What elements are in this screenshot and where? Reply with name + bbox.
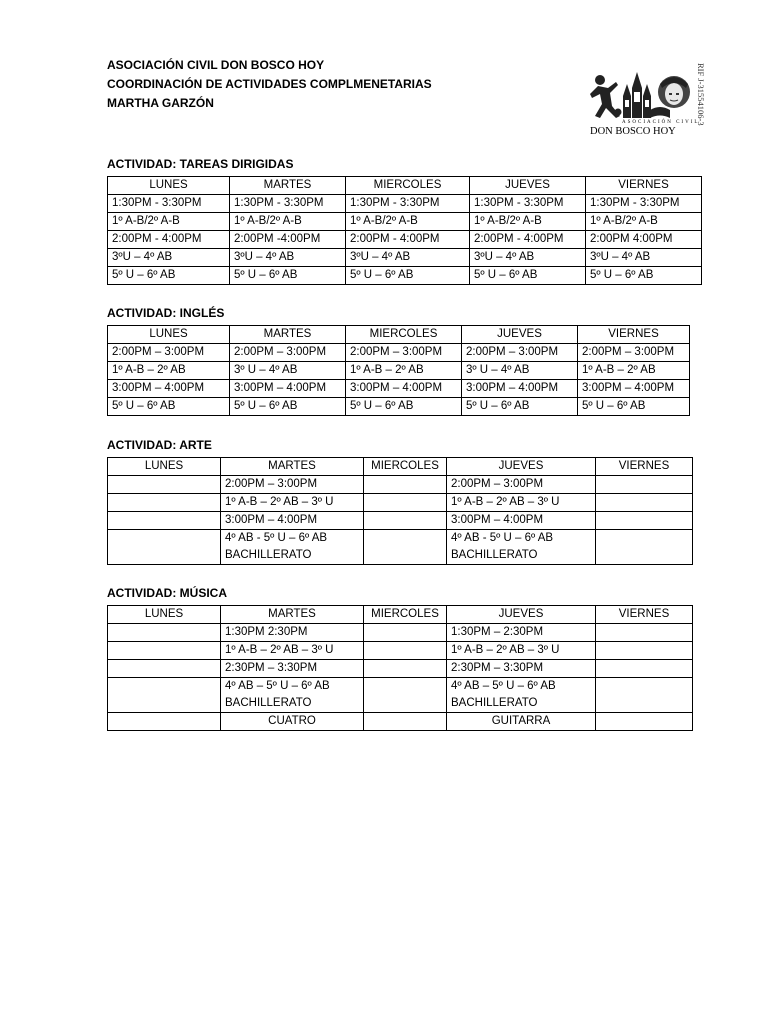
document-header	[107, 56, 432, 113]
group-line: 4º AB - 5º U – 6º AB	[225, 532, 328, 544]
group-line: 4º AB – 5º U – 6º AB	[225, 680, 330, 692]
table-row	[108, 476, 693, 494]
table-cell: 3ºU – 4º AB	[108, 249, 230, 267]
table-row	[108, 213, 702, 231]
logo-name-text: DON BOSCO HOY	[590, 126, 676, 137]
table-cell: 3º U – 4º AB	[462, 362, 578, 380]
table-cell: 1º A-B – 2º AB – 3º U	[447, 494, 596, 512]
table-cell: 3º U – 4º AB	[230, 362, 346, 380]
empty-cell	[596, 678, 693, 713]
activity-title-arte: ACTIVIDAD: ARTE	[107, 438, 212, 452]
day-header: LUNES	[108, 177, 230, 195]
day-header: JUEVES	[462, 326, 578, 344]
table-cell: 2:30PM – 3:30PM	[221, 660, 364, 678]
empty-cell	[364, 642, 447, 660]
table-cell: 1º A-B/2º A-B	[470, 213, 586, 231]
instrument-cell: CUATRO	[221, 713, 364, 731]
table-cell: 1:30PM - 3:30PM	[108, 195, 230, 213]
table-cell: 1º A-B – 2º AB	[578, 362, 690, 380]
table-cell: 2:00PM - 4:00PM	[346, 231, 470, 249]
empty-cell	[596, 476, 693, 494]
header-coordinator: MARTHA GARZÓN	[107, 96, 214, 110]
empty-cell	[364, 494, 447, 512]
table-row	[108, 494, 693, 512]
empty-cell	[108, 660, 221, 678]
logo-rif-text: RIF J-31554106-3	[696, 63, 706, 126]
table-cell: 5º U – 6º AB	[470, 267, 586, 285]
day-header: MARTES	[221, 458, 364, 476]
day-header: MIERCOLES	[364, 606, 447, 624]
table-cell	[447, 530, 596, 565]
empty-cell	[596, 713, 693, 731]
table-cell: 3:00PM – 4:00PM	[447, 512, 596, 530]
activity-title-musica: ACTIVIDAD: MÚSICA	[107, 586, 227, 600]
table-header-row	[108, 177, 702, 195]
table-row	[108, 249, 702, 267]
table-cell	[221, 530, 364, 565]
day-header: LUNES	[108, 458, 221, 476]
table-cell: 3:00PM – 4:00PM	[108, 380, 230, 398]
table-cell: 5º U – 6º AB	[230, 267, 346, 285]
empty-cell	[108, 678, 221, 713]
table-cell: 1:30PM 2:30PM	[221, 624, 364, 642]
logo-association-text: ASOCIACIÓN CIVIL	[622, 120, 700, 125]
table-row	[108, 380, 690, 398]
empty-cell	[596, 512, 693, 530]
table-row	[108, 530, 693, 565]
table-cell: 3:00PM – 4:00PM	[346, 380, 462, 398]
instrument-cell: GUITARRA	[447, 713, 596, 731]
day-header: VIERNES	[596, 458, 693, 476]
table-cell: 2:00PM - 4:00PM	[470, 231, 586, 249]
empty-cell	[364, 678, 447, 713]
table-cell: 1:30PM - 3:30PM	[470, 195, 586, 213]
table-cell: 5º U – 6º AB	[586, 267, 702, 285]
header-organization: ASOCIACIÓN CIVIL DON BOSCO HOY	[107, 58, 325, 72]
table-cell: 1º A-B/2º A-B	[108, 213, 230, 231]
table-header-row	[108, 606, 693, 624]
empty-cell	[364, 512, 447, 530]
table-cell: 1º A-B – 2º AB – 3º U	[221, 494, 364, 512]
table-header-row	[108, 458, 693, 476]
empty-cell	[364, 476, 447, 494]
table-cell: 2:30PM – 3:30PM	[447, 660, 596, 678]
table-cell: 2:00PM -4:00PM	[230, 231, 346, 249]
empty-cell	[108, 713, 221, 731]
table-cell: 3ºU – 4º AB	[230, 249, 346, 267]
group-line: BACHILLERATO	[451, 549, 538, 561]
empty-cell	[596, 642, 693, 660]
empty-cell	[108, 530, 221, 565]
table-row	[108, 398, 690, 416]
empty-cell	[596, 494, 693, 512]
table-row	[108, 512, 693, 530]
schedule-table-ingles	[107, 325, 690, 416]
table-cell: 2:00PM – 3:00PM	[221, 476, 364, 494]
table-row	[108, 660, 693, 678]
empty-cell	[596, 530, 693, 565]
day-header: JUEVES	[447, 606, 596, 624]
table-cell: 5º U – 6º AB	[346, 267, 470, 285]
table-row	[108, 642, 693, 660]
schedule-table-musica	[107, 605, 693, 731]
table-cell: 1:30PM – 2:30PM	[447, 624, 596, 642]
empty-cell	[364, 713, 447, 731]
table-cell: 1º A-B – 2º AB – 3º U	[221, 642, 364, 660]
table-header-row	[108, 326, 690, 344]
day-header: MARTES	[230, 177, 346, 195]
empty-cell	[596, 660, 693, 678]
table-row	[108, 267, 702, 285]
table-cell: 3:00PM – 4:00PM	[578, 380, 690, 398]
day-header: MIERCOLES	[364, 458, 447, 476]
table-row	[108, 713, 693, 731]
table-cell: 1:30PM - 3:30PM	[230, 195, 346, 213]
table-row	[108, 195, 702, 213]
table-cell: 5º U – 6º AB	[108, 398, 230, 416]
table-cell: 3:00PM – 4:00PM	[230, 380, 346, 398]
table-cell: 1º A-B/2º A-B	[346, 213, 470, 231]
day-header: LUNES	[108, 606, 221, 624]
table-cell: 1º A-B – 2º AB	[346, 362, 462, 380]
table-row	[108, 231, 702, 249]
table-cell: 3:00PM – 4:00PM	[221, 512, 364, 530]
header-coordination: COORDINACIÓN DE ACTIVIDADES COMPLMENETARIAS	[107, 77, 432, 91]
day-header: MARTES	[230, 326, 346, 344]
table-cell: 5º U – 6º AB	[578, 398, 690, 416]
activity-title-ingles: ACTIVIDAD: INGLÉS	[107, 306, 225, 320]
group-line: BACHILLERATO	[451, 697, 538, 709]
table-cell: 3:00PM – 4:00PM	[462, 380, 578, 398]
don-bosco-logo	[588, 63, 713, 138]
table-cell: 2:00PM – 3:00PM	[230, 344, 346, 362]
table-cell: 5º U – 6º AB	[230, 398, 346, 416]
empty-cell	[596, 624, 693, 642]
activity-title-tareas: ACTIVIDAD: TAREAS DIRIGIDAS	[107, 157, 294, 171]
table-cell: 1:30PM - 3:30PM	[586, 195, 702, 213]
day-header: MIERCOLES	[346, 177, 470, 195]
schedule-table-arte	[107, 457, 693, 565]
table-cell: 2:00PM – 3:00PM	[578, 344, 690, 362]
empty-cell	[108, 494, 221, 512]
empty-cell	[108, 624, 221, 642]
table-cell: 2:00PM – 3:00PM	[447, 476, 596, 494]
table-row	[108, 624, 693, 642]
empty-cell	[108, 476, 221, 494]
group-line: BACHILLERATO	[225, 549, 312, 561]
table-cell: 5º U – 6º AB	[108, 267, 230, 285]
table-cell: 2:00PM – 3:00PM	[346, 344, 462, 362]
table-cell: 1º A-B – 2º AB	[108, 362, 230, 380]
day-header: JUEVES	[447, 458, 596, 476]
day-header: MIERCOLES	[346, 326, 462, 344]
table-cell: 1º A-B/2º A-B	[230, 213, 346, 231]
day-header: JUEVES	[470, 177, 586, 195]
table-row	[108, 344, 690, 362]
table-cell: 2:00PM - 4:00PM	[108, 231, 230, 249]
day-header: VIERNES	[578, 326, 690, 344]
day-header: MARTES	[221, 606, 364, 624]
empty-cell	[108, 512, 221, 530]
empty-cell	[364, 624, 447, 642]
table-cell: 2:00PM – 3:00PM	[462, 344, 578, 362]
table-cell: 3ºU – 4º AB	[470, 249, 586, 267]
empty-cell	[364, 660, 447, 678]
table-cell: 2:00PM 4:00PM	[586, 231, 702, 249]
empty-cell	[108, 642, 221, 660]
table-cell: 5º U – 6º AB	[462, 398, 578, 416]
group-line: 4º AB – 5º U – 6º AB	[451, 680, 556, 692]
table-cell: 3ºU – 4º AB	[346, 249, 470, 267]
day-header: VIERNES	[596, 606, 693, 624]
table-cell: 3ºU – 4º AB	[586, 249, 702, 267]
empty-cell	[364, 530, 447, 565]
schedule-table-tareas	[107, 176, 702, 285]
group-line: BACHILLERATO	[225, 697, 312, 709]
day-header: VIERNES	[586, 177, 702, 195]
table-cell: 1º A-B/2º A-B	[586, 213, 702, 231]
table-cell: 5º U – 6º AB	[346, 398, 462, 416]
group-line: 4º AB - 5º U – 6º AB	[451, 532, 554, 544]
table-cell	[447, 678, 596, 713]
table-row	[108, 362, 690, 380]
day-header: LUNES	[108, 326, 230, 344]
table-cell: 1º A-B – 2º AB – 3º U	[447, 642, 596, 660]
table-cell: 1:30PM - 3:30PM	[346, 195, 470, 213]
table-row	[108, 678, 693, 713]
table-cell: 2:00PM – 3:00PM	[108, 344, 230, 362]
table-cell	[221, 678, 364, 713]
